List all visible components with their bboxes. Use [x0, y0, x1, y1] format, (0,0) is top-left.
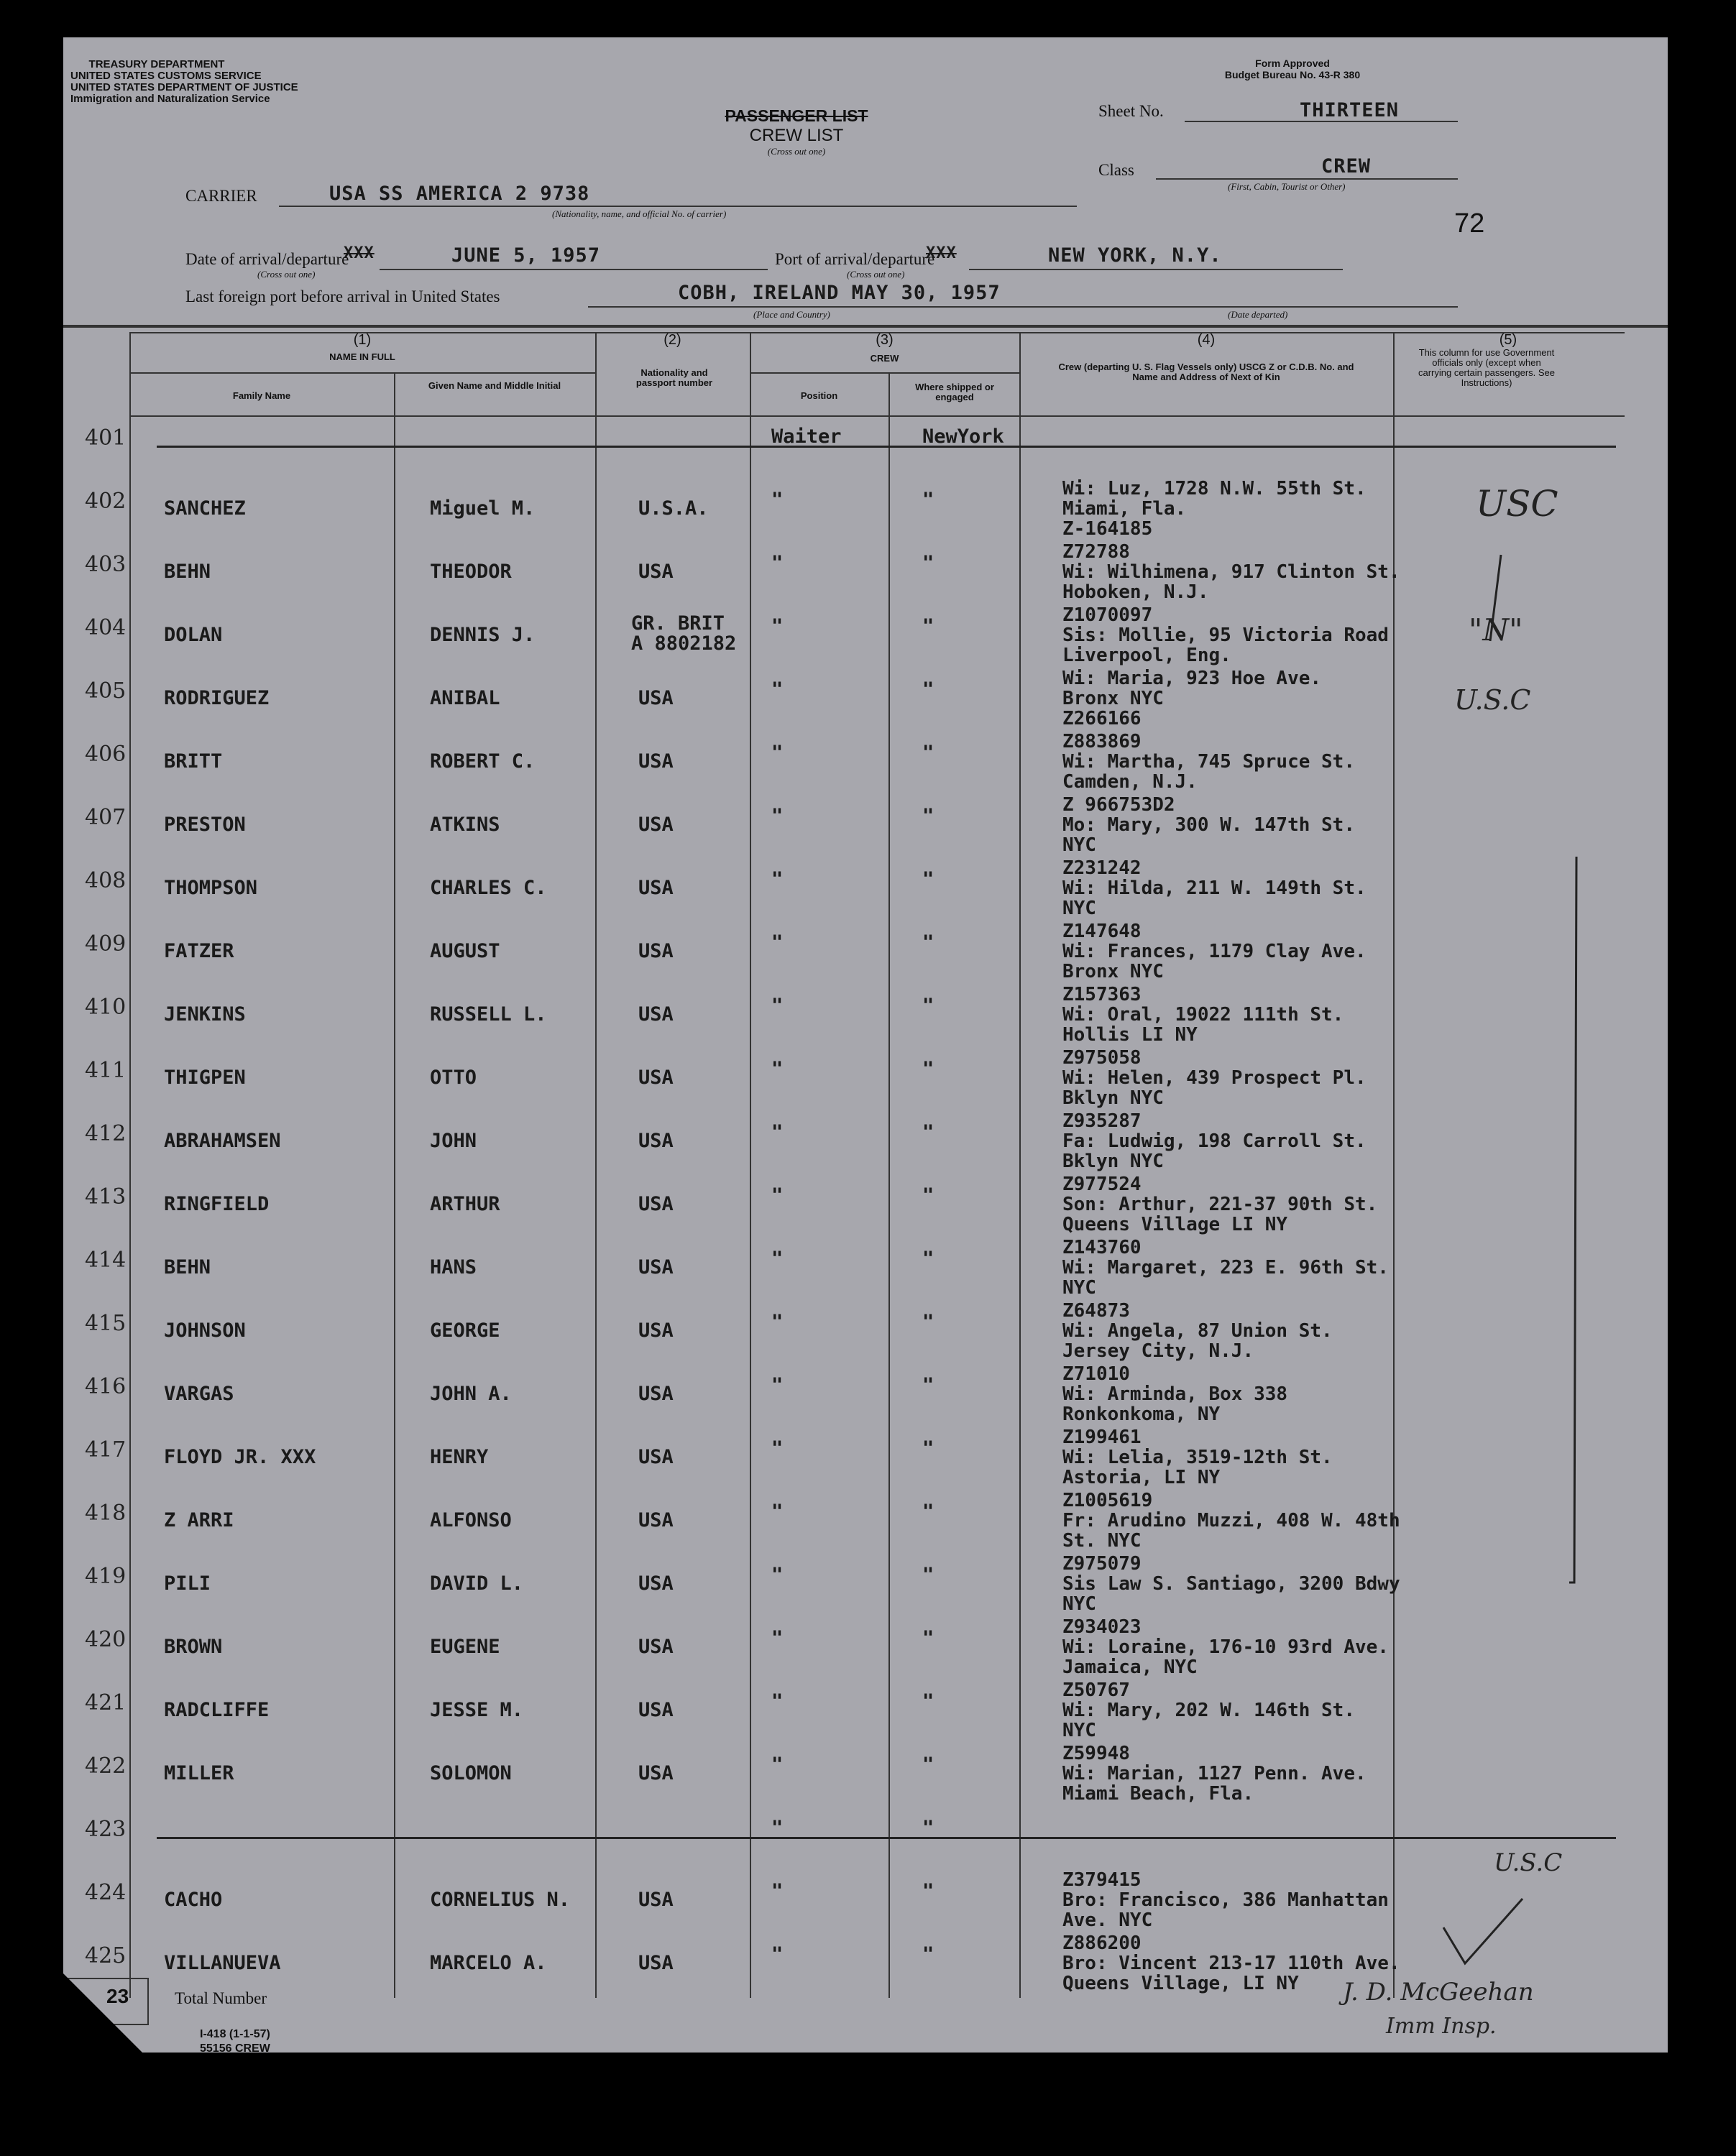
next-of-kin: Z 966753D2 Mo: Mary, 300 W. 147th St. NYC [1062, 794, 1355, 856]
carrier-line [279, 206, 1077, 207]
family-name: DOLAN [164, 624, 223, 646]
given-name: GEORGE [430, 1319, 500, 1342]
crew-list-title: CREW LIST [749, 126, 844, 145]
nationality: USA [638, 1636, 674, 1658]
row-number: 402 [85, 489, 127, 514]
given-name: CHARLES C. [430, 877, 547, 899]
family-name: FATZER [164, 940, 234, 962]
next-of-kin: Z59948 Wi: Marian, 1127 Penn. Ave. Miami Beach, Fla. [1062, 1743, 1367, 1805]
given-name: ROBERT C. [430, 750, 536, 773]
where-shipped: " [922, 1437, 934, 1460]
where-shipped: " [922, 995, 934, 1017]
form-approval [1185, 57, 1400, 80]
date-line [380, 269, 768, 270]
budget-bureau-line: Budget Bureau No. 43-R 380 [1224, 69, 1361, 80]
family-name: BEHN [164, 561, 211, 583]
row-number: 415 [85, 1311, 127, 1336]
position: " [771, 1690, 784, 1713]
position: Waiter [771, 425, 842, 448]
port-line [969, 269, 1343, 270]
crew-header: CREW [870, 353, 899, 364]
col1-header: NAME IN FULL [329, 351, 395, 362]
row-number: 411 [85, 1058, 127, 1083]
date-departed-note: (Date departed) [1228, 309, 1288, 320]
nationality: USA [638, 877, 674, 899]
table-row [63, 425, 1668, 489]
form-number: I-418 (1-1-57) [200, 2028, 270, 2040]
row-number: 409 [85, 931, 127, 957]
where-shipped: " [922, 805, 934, 827]
family-name: VILLANUEVA [164, 1952, 281, 1974]
official-use-header: This column for use Government officials only (except when carrying certain passengers. See Instructions) [1418, 347, 1556, 388]
row-number: 420 [85, 1627, 127, 1652]
agency-line-1: TREASURY DEPARTMENT [88, 58, 225, 70]
next-of-kin: Z975079 Sis Law S. Santiago, 3200 Bdwy NYC [1062, 1553, 1400, 1615]
nationality: USA [638, 1067, 674, 1089]
where-shipped: " [922, 1690, 934, 1713]
total-value: 23 [106, 1985, 129, 2007]
row-number: 421 [85, 1690, 127, 1715]
nationality: USA [638, 1003, 674, 1026]
port-value: NEW YORK, N.Y. [1048, 244, 1222, 267]
row-number: 407 [85, 805, 127, 830]
given-name: JESSE M. [430, 1699, 524, 1721]
family-name: RADCLIFFE [164, 1699, 270, 1721]
given-name: DENNIS J. [430, 624, 536, 646]
given-name: AUGUST [430, 940, 500, 962]
given-name: JOHN A. [430, 1383, 512, 1405]
position: " [771, 615, 784, 637]
next-of-kin: Z883869 Wi: Martha, 745 Spruce St. Camden, N.J. [1062, 731, 1355, 793]
next-of-kin: Z1005619 Fr: Arudino Muzzi, 408 W. 48th St. NYC [1062, 1490, 1400, 1552]
where-shipped: " [922, 1248, 934, 1270]
page-number: 72 [1454, 208, 1485, 239]
where-shipped-header: Where shipped or engaged [915, 382, 994, 402]
next-of-kin: Z231242 Wi: Hilda, 211 W. 149th St. NYC [1062, 857, 1367, 919]
col1-number: (1) [353, 332, 372, 348]
nationality: USA [638, 1130, 674, 1152]
family-name: CACHO [164, 1889, 223, 1911]
document-sheet [63, 37, 1668, 2053]
next-of-kin: Z157363 Wi: Oral, 19022 111th St. Hollis LI NY [1062, 984, 1344, 1046]
where-shipped: " [922, 1817, 934, 1839]
given-name: EUGENE [430, 1636, 500, 1658]
position: " [771, 1564, 784, 1586]
family-name: FLOYD JR. XXX [164, 1446, 316, 1468]
where-shipped: " [922, 1184, 934, 1207]
nationality: USA [638, 1572, 674, 1595]
col5-number: (5) [1499, 332, 1517, 348]
given-name: ARTHUR [430, 1193, 500, 1215]
position: " [771, 1943, 784, 1966]
position: " [771, 1121, 784, 1143]
position: " [771, 1248, 784, 1270]
next-of-kin: Z1070097 Sis: Mollie, 95 Victoria Road Liverpool, Eng. [1062, 604, 1389, 666]
next-of-kin: Z199461 Wi: Lelia, 3519-12th St. Astoria, LI NY [1062, 1427, 1333, 1488]
where-shipped: " [922, 489, 934, 511]
given-name: HANS [430, 1256, 477, 1279]
port-strike: XXX [926, 244, 957, 262]
nationality: USA [638, 940, 674, 962]
nationality: USA [638, 750, 674, 773]
nationality: USA [638, 1762, 674, 1784]
last-port-label: Last foreign port before arrival in United States [185, 287, 500, 305]
where-shipped: " [922, 1374, 934, 1396]
family-name: THOMPSON [164, 877, 258, 899]
position: " [771, 995, 784, 1017]
next-of-kin: Z64873 Wi: Angela, 87 Union St. Jersey City, N.J. [1062, 1300, 1333, 1362]
family-name: PILI [164, 1572, 211, 1595]
given-name: CORNELIUS N. [430, 1889, 571, 1911]
nationality: USA [638, 1889, 674, 1911]
place-note: (Place and Country) [753, 309, 830, 320]
nationality: USA [638, 1446, 674, 1468]
carrier-label: CARRIER [185, 187, 257, 205]
class-label: Class [1098, 161, 1134, 179]
family-name: BROWN [164, 1636, 223, 1658]
family-name: PRESTON [164, 814, 246, 836]
class-note: (First, Cabin, Tourist or Other) [1228, 181, 1346, 192]
where-shipped: " [922, 1564, 934, 1586]
family-name: MILLER [164, 1762, 234, 1784]
position: " [771, 1754, 784, 1776]
next-of-kin: Wi: Luz, 1728 N.W. 55th St. Miami, Fla. Z-164185 [1062, 478, 1367, 540]
nationality-header: Nationality and passport number [635, 367, 713, 388]
usc-annotation-2: U.S.C [1454, 684, 1531, 716]
where-shipped: " [922, 742, 934, 764]
row-number: 405 [85, 678, 127, 704]
position-header: Position [800, 390, 838, 401]
table-top-rule [63, 325, 1668, 328]
given-name: ALFONSO [430, 1509, 512, 1531]
nationality: USA [638, 1193, 674, 1215]
nationality: USA [638, 1509, 674, 1531]
family-name: BEHN [164, 1256, 211, 1279]
family-name: Z ARRI [164, 1509, 234, 1531]
next-of-kin: Z975058 Wi: Helen, 439 Prospect Pl. Bklyn NYC [1062, 1047, 1367, 1109]
nationality: USA [638, 1256, 674, 1279]
position: " [771, 1311, 784, 1333]
where-shipped: " [922, 1121, 934, 1143]
next-of-kin: Z935287 Fa: Ludwig, 198 Carroll St. Bklyn NYC [1062, 1110, 1367, 1172]
usc-annotation-3: U.S.C [1494, 1848, 1563, 1877]
given-name: HENRY [430, 1446, 489, 1468]
position: " [771, 931, 784, 954]
next-of-kin: Z147648 Wi: Frances, 1179 Clay Ave. Bronx NYC [1062, 921, 1367, 982]
where-shipped: " [922, 678, 934, 701]
crew-code: 55156 CREW [200, 2042, 270, 2055]
sheet-number-value: THIRTEEN [1300, 99, 1400, 121]
where-shipped: " [922, 552, 934, 574]
next-of-kin: Z379415 Bro: Francisco, 386 Manhattan Ave. NYC [1062, 1869, 1389, 1931]
nationality: USA [638, 1952, 674, 1974]
port-label: Port of arrival/departure [775, 250, 935, 268]
col4-number: (4) [1197, 332, 1216, 348]
signature-line-2: Imm Insp. [1386, 2014, 1497, 2039]
where-shipped: " [922, 1501, 934, 1523]
signature-line-1: J. D. McGeehan [1343, 1978, 1534, 2007]
row-number: 408 [85, 868, 127, 893]
nationality: USA [638, 1383, 674, 1405]
position: " [771, 742, 784, 764]
col3-number: (3) [876, 332, 894, 348]
class-line [1156, 178, 1458, 180]
given-name: SOLOMON [430, 1762, 512, 1784]
given-name: MARCELO A. [430, 1952, 547, 1974]
family-name: ABRAHAMSEN [164, 1130, 281, 1152]
row-number: 412 [85, 1121, 127, 1146]
row-number: 422 [85, 1754, 127, 1779]
where-shipped: " [922, 615, 934, 637]
crew-subheader-rule [750, 372, 1019, 374]
row-number: 414 [85, 1248, 127, 1273]
port-note: (Cross out one) [847, 269, 905, 280]
next-of-kin: Z886200 Bro: Vincent 213-17 110th Ave. Queens Village, LI NY [1062, 1932, 1400, 1994]
position: " [771, 1880, 784, 1902]
next-of-kin-header: Crew (departing U. S. Flag Vessels only) USCG Z or C.D.B. No. and Name and Address of Next of Kin [1058, 361, 1354, 382]
nationality: GR. BRIT A 8802182 [631, 612, 737, 655]
col2-number: (2) [663, 332, 681, 348]
next-of-kin: Z977524 Son: Arthur, 221-37 90th St. Queens Village LI NY [1062, 1174, 1378, 1235]
position: " [771, 1437, 784, 1460]
row-number: 410 [85, 995, 127, 1020]
row-number: 417 [85, 1437, 127, 1462]
family-name: THIGPEN [164, 1067, 246, 1089]
position: " [771, 1374, 784, 1396]
where-shipped: " [922, 1058, 934, 1080]
row-number: 404 [85, 615, 127, 640]
nationality: USA [638, 561, 674, 583]
row-number: 423 [85, 1817, 127, 1842]
agency-block [70, 58, 298, 105]
row-number: 419 [85, 1564, 127, 1589]
total-label: Total Number [175, 1989, 267, 2007]
date-label: Date of arrival/departure [185, 250, 349, 268]
position: " [771, 868, 784, 890]
position: " [771, 489, 784, 511]
family-name: RODRIGUEZ [164, 687, 270, 709]
row-number: 413 [85, 1184, 127, 1210]
agency-line-2: UNITED STATES CUSTOMS SERVICE [70, 70, 262, 82]
row-number: 403 [85, 552, 127, 577]
title-note: (Cross out one) [767, 146, 826, 157]
where-shipped: " [922, 1880, 934, 1902]
carrier-note: (Nationality, name, and official No. of carrier) [552, 208, 727, 219]
row-number: 401 [85, 425, 127, 451]
given-name: DAVID L. [430, 1572, 524, 1595]
given-name: Miguel M. [430, 497, 536, 520]
given-name: ATKINS [430, 814, 500, 836]
where-shipped: NewYork [922, 425, 1004, 448]
carrier-value: USA SS AMERICA 2 9738 [329, 183, 590, 205]
row-number: 424 [85, 1880, 127, 1905]
position: " [771, 1058, 784, 1080]
date-value: JUNE 5, 1957 [451, 244, 601, 267]
nationality: USA [638, 1319, 674, 1342]
where-shipped: " [922, 1311, 934, 1333]
row-number: 416 [85, 1374, 127, 1399]
family-name: VARGAS [164, 1383, 234, 1405]
family-name: BRITT [164, 750, 223, 773]
position: " [771, 552, 784, 574]
family-name-header: Family Name [232, 390, 291, 401]
where-shipped: " [922, 868, 934, 890]
bracket-mark [1415, 533, 1630, 1971]
family-name: JOHNSON [164, 1319, 246, 1342]
given-name: ANIBAL [430, 687, 500, 709]
row-strike-line [157, 1837, 1616, 1839]
nationality: USA [638, 814, 674, 836]
position: " [771, 1627, 784, 1649]
position: " [771, 1817, 784, 1839]
where-shipped: " [922, 931, 934, 954]
name-subheader-rule [129, 372, 595, 374]
given-name: OTTO [430, 1067, 477, 1089]
next-of-kin: Z934023 Wi: Loraine, 176-10 93rd Ave. Jamaica, NYC [1062, 1616, 1389, 1678]
next-of-kin: Wi: Maria, 923 Hoe Ave. Bronx NYC Z266166 [1062, 668, 1322, 729]
family-name: RINGFIELD [164, 1193, 270, 1215]
position: " [771, 678, 784, 701]
family-name: SANCHEZ [164, 497, 246, 520]
next-of-kin: Z71010 Wi: Arminda, Box 338 Ronkonkoma, NY [1062, 1363, 1288, 1425]
given-name: THEODOR [430, 561, 512, 583]
given-name: JOHN [430, 1130, 477, 1152]
agency-line-4: Immigration and Naturalization Service [70, 93, 270, 105]
position: " [771, 805, 784, 827]
n-annotation: "N" [1469, 612, 1523, 648]
given-name-header: Given Name and Middle Initial [428, 380, 561, 391]
nationality: U.S.A. [638, 497, 709, 520]
agency-line-3: UNITED STATES DEPARTMENT OF JUSTICE [70, 81, 298, 93]
folded-corner [63, 1973, 142, 2053]
passenger-list-title: PASSENGER LIST [725, 106, 868, 125]
given-name: RUSSELL L. [430, 1003, 547, 1026]
sheet-number-label: Sheet No. [1098, 102, 1164, 120]
next-of-kin: Z72788 Wi: Wilhimena, 917 Clinton St. Hoboken, N.J. [1062, 541, 1400, 603]
table-header-bottom [129, 415, 1625, 417]
nationality: USA [638, 1699, 674, 1721]
position: " [771, 1184, 784, 1207]
where-shipped: " [922, 1627, 934, 1649]
date-strike: XXX [344, 244, 375, 262]
class-value: CREW [1321, 155, 1372, 178]
row-number: 406 [85, 742, 127, 767]
usc-annotation-1: USC [1476, 483, 1558, 525]
where-shipped: " [922, 1943, 934, 1966]
row-number: 425 [85, 1943, 127, 1968]
last-port-line [588, 306, 1458, 308]
next-of-kin: Z143760 Wi: Margaret, 223 E. 96th St. NYC [1062, 1237, 1389, 1299]
form-title [703, 106, 890, 157]
where-shipped: " [922, 1754, 934, 1776]
nationality: USA [638, 687, 674, 709]
row-number: 418 [85, 1501, 127, 1526]
row-strike-line [157, 446, 1616, 448]
form-approved-line: Form Approved [1255, 57, 1330, 69]
position: " [771, 1501, 784, 1523]
family-name: JENKINS [164, 1003, 246, 1026]
date-note: (Cross out one) [257, 269, 316, 280]
next-of-kin: Z50767 Wi: Mary, 202 W. 146th St. NYC [1062, 1680, 1355, 1741]
last-port-value: COBH, IRELAND MAY 30, 1957 [678, 282, 1001, 304]
